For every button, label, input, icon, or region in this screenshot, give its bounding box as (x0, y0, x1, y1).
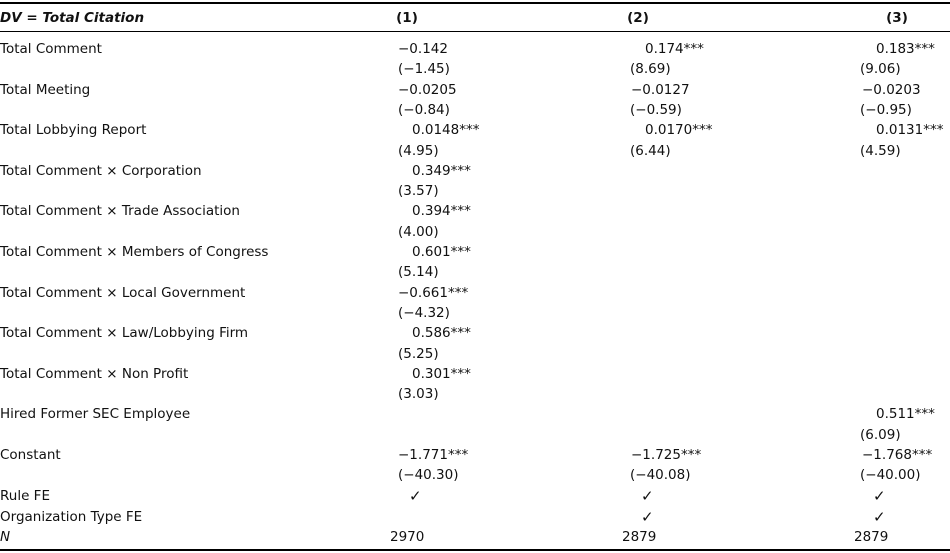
coefficient: −1.771*** (398, 447, 469, 463)
checkmark-icon: ✓ (873, 487, 886, 505)
column-header-2: (2) (627, 10, 649, 26)
fe-label: Rule FE (0, 488, 50, 504)
row-label: Total Comment × Corporation (0, 162, 202, 179)
t-statistic: (−40.30) (398, 467, 459, 484)
row-label: Total Comment × Local Government (0, 284, 246, 301)
row-label: Hired Former SEC Employee (0, 406, 191, 423)
t-statistic: (4.59) (860, 142, 901, 159)
checkmark-icon: ✓ (873, 508, 886, 526)
observation-count: 2879 (622, 529, 657, 545)
t-statistic: (−4.32) (398, 304, 450, 321)
t-statistic: (−0.84) (398, 101, 450, 118)
n-label: N (0, 529, 11, 545)
checkmark-icon: ✓ (409, 487, 422, 505)
coefficient: 0.0170*** (645, 122, 713, 139)
coefficient: 0.586*** (412, 325, 471, 342)
t-statistic: (−1.45) (398, 61, 450, 78)
checkmark-icon: ✓ (641, 487, 654, 505)
coefficient: −0.142 (398, 41, 448, 57)
row-label: Total Comment × Law/Lobbying Firm (0, 325, 249, 342)
top-rule (0, 2, 950, 4)
column-header-1: (1) (396, 10, 418, 26)
t-statistic: (8.69) (630, 61, 671, 78)
coefficient: 0.601*** (412, 244, 471, 260)
row-label: Total Lobbying Report (0, 122, 147, 139)
coefficient: 0.394*** (412, 203, 471, 220)
t-statistic: (−40.00) (860, 467, 921, 484)
coefficient: 0.511*** (876, 406, 935, 423)
row-label: Total Comment × Non Profit (0, 365, 189, 382)
header-rule (0, 31, 950, 32)
t-statistic: (5.25) (398, 345, 439, 362)
observation-count: 2970 (390, 529, 425, 545)
t-statistic: (−0.95) (860, 101, 912, 118)
t-statistic: (4.95) (398, 142, 439, 159)
t-statistic: (3.03) (398, 386, 439, 403)
t-statistic: (6.44) (630, 142, 671, 159)
header-row (0, 8, 950, 28)
row-label: Constant (0, 447, 61, 463)
bottom-rule (0, 549, 950, 551)
coefficient: 0.349*** (412, 162, 471, 179)
t-statistic: (5.14) (398, 264, 439, 281)
t-statistic: (6.09) (860, 426, 901, 443)
coefficient: −0.0203 (862, 81, 921, 98)
coefficient: 0.183*** (876, 41, 935, 57)
row-label: Total Meeting (0, 81, 91, 98)
coefficient: 0.0131*** (876, 122, 944, 139)
dv-label: DV = Total Citation (0, 10, 145, 26)
coefficient: 0.0148*** (412, 122, 480, 139)
coefficient: 0.174*** (645, 41, 704, 57)
t-statistic: (−0.59) (630, 101, 682, 118)
coefficient: 0.301*** (412, 365, 471, 382)
t-statistic: (4.00) (398, 223, 439, 240)
checkmark-icon: ✓ (641, 508, 654, 526)
row-label: Total Comment (0, 41, 102, 57)
t-statistic: (9.06) (860, 61, 901, 78)
column-header-3: (3) (886, 10, 908, 26)
coefficient: −0.0127 (631, 81, 690, 98)
coefficient: −0.661*** (398, 284, 469, 301)
coefficient: −1.768*** (862, 447, 933, 463)
observation-count: 2879 (854, 529, 889, 545)
fe-label: Organization Type FE (0, 509, 143, 525)
t-statistic: (3.57) (398, 183, 439, 200)
row-label: Total Comment × Trade Association (0, 203, 240, 220)
t-statistic: (−40.08) (630, 467, 691, 484)
row-label: Total Comment × Members of Congress (0, 244, 269, 260)
coefficient: −1.725*** (631, 447, 702, 463)
coefficient: −0.0205 (398, 81, 457, 98)
